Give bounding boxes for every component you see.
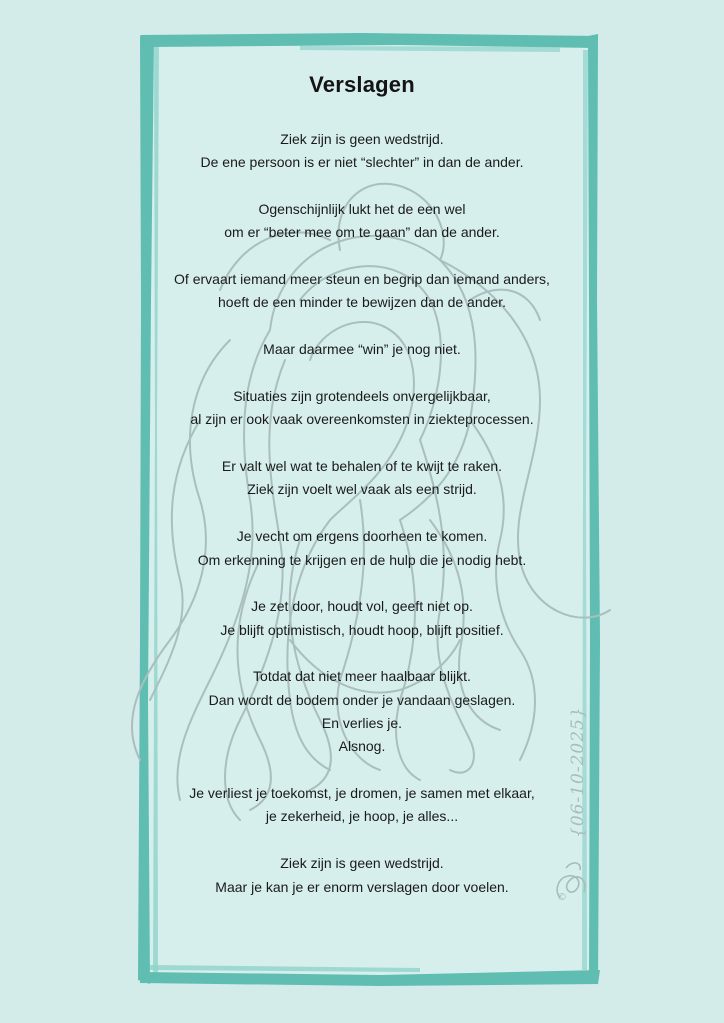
poem-line: Alsnog. [338,738,386,755]
poem-line: om er “beter mee om te gaan” dan de ander. [224,224,500,241]
poem-line: Er valt wel wat te behalen of te kwijt te raken. [221,458,503,475]
poem-stanza [140,595,584,642]
poem-stanza [140,852,584,899]
poem-stanza [140,385,584,432]
poem-stanza [140,455,584,502]
poem-line: En verlies je. [321,715,403,732]
poem-stanza [140,268,584,315]
poem-line: Of ervaart iemand meer steun en begrip dan iemand anders, [174,271,550,288]
poem-body [140,128,584,922]
poem-stanza [140,525,584,572]
poem-line: Situaties zijn grotendeels onvergelijkbaar, [233,388,491,405]
poem-line: Je blijft optimistisch, houdt hoop, blijft positief. [220,621,504,638]
poem-line: Je zet door, houdt vol, geeft niet op. [251,598,473,615]
poem-stanza [140,782,584,829]
poem-line: Je verliest je toekomst, je dromen, je samen met elkaar, [189,785,535,802]
poem-line: Maar daarmee “win” je nog niet. [263,341,461,358]
poem-line: Om erkenning te krijgen en de hulp die je nodig hebt. [197,551,527,568]
poem-line: Ogenschijnlijk lukt het de een wel [258,201,466,218]
signature-date: {06-10-2025} [568,706,588,838]
poem-stanza [140,198,584,245]
poem-line: al zijn er ook vaak overeenkomsten in ziekteprocessen. [190,411,534,428]
poem-stanza [140,338,584,361]
poem-line: hoeft de een minder te bewijzen dan de ander. [218,294,506,311]
poem-line: Ziek zijn is geen wedstrijd. [280,131,444,147]
poem-stanza [140,128,584,175]
poem-line: Maar je kan je er enorm verslagen door voelen. [215,878,509,895]
copyright-mark: © [557,892,567,903]
poem-stanza [140,665,584,758]
poem-title: Verslagen [309,72,415,97]
poem-line: je zekerheid, je hoop, je alles... [265,808,459,825]
poem-line: Je vecht om ergens doorheen te komen. [236,528,488,545]
poem-line: Ziek zijn is geen wedstrijd. [280,855,444,872]
poem-line: Totdat dat niet meer haalbaar blijkt. [253,668,471,685]
poem-line: Dan wordt de bodem onder je vandaan geslagen. [208,691,516,708]
poem-line: De ene persoon is er niet “slechter” in dan de ander. [200,154,524,171]
poem-line: Ziek zijn voelt wel vaak als een strijd. [247,481,477,498]
